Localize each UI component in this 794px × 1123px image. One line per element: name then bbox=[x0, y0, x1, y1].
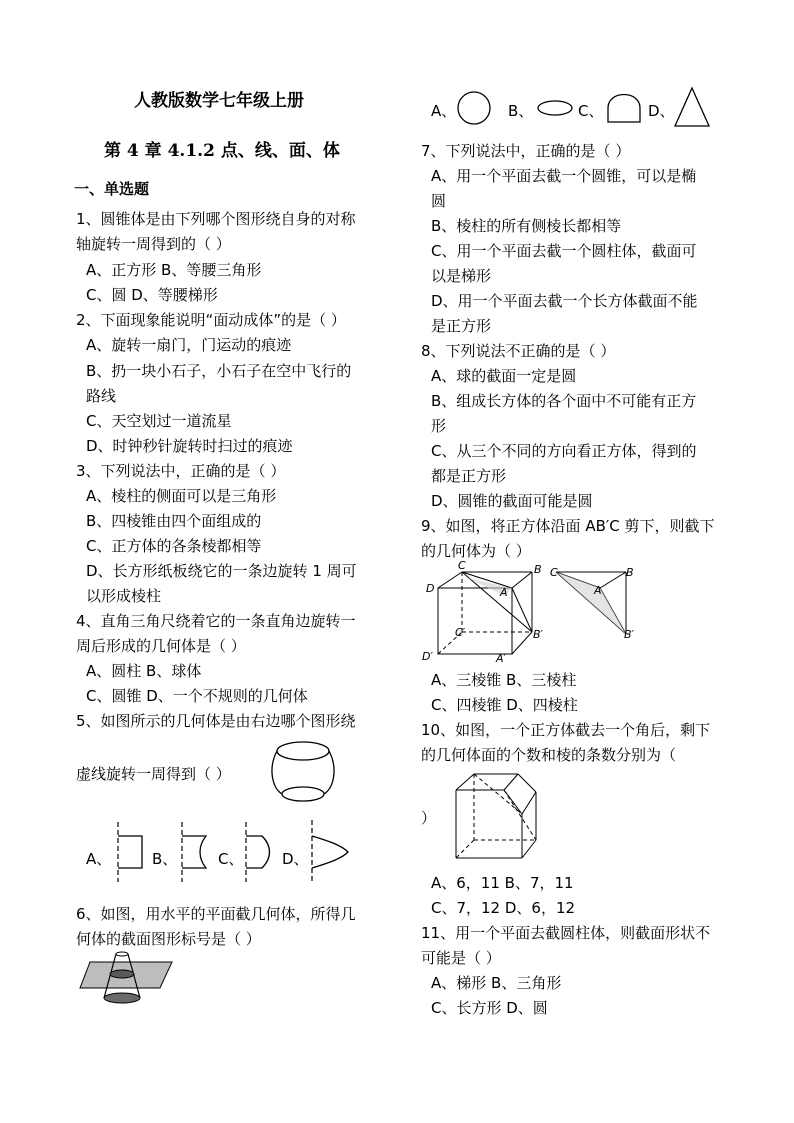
q6-stem-line2: 何体的截面图形标号是（ ） bbox=[76, 930, 261, 948]
q9-stem-line1: 9、如图，将正方体沿面 AB′C 剪下，则截下 bbox=[421, 517, 715, 535]
q2-option-d: D、时钟秒针旋转时扫过的痕迹 bbox=[86, 437, 293, 455]
q3-option-d-line1: D、长方形纸板绕它的一条边旋转 1 周可 bbox=[86, 562, 357, 580]
q9-cube-figure bbox=[422, 560, 552, 668]
q1-options-line1: A、正方形 B、等腰三角形 bbox=[86, 261, 262, 279]
q5-stem-line2: 虚线旋转一周得到（ ） bbox=[76, 765, 231, 783]
q5-label-d: D、 bbox=[282, 850, 309, 868]
q1-stem-line1: 1、圆锥体是由下列哪个图形绕自身的对称 bbox=[76, 210, 356, 228]
q8-option-a: A、球的截面一定是圆 bbox=[431, 367, 577, 385]
q10-stem-line2: 的几何体面的个数和棱的条数分别为（ bbox=[421, 746, 677, 764]
q8-option-d: D、圆锥的截面可能是圆 bbox=[431, 492, 593, 510]
q7-option-c-line1: C、用一个平面去截一个圆柱体，截面可 bbox=[431, 242, 697, 260]
q3-option-c: C、正方体的各条棱都相等 bbox=[86, 537, 262, 555]
q9-label-c: C bbox=[458, 559, 466, 572]
q9-piece-label-b: B bbox=[626, 566, 634, 579]
q9-stem-line2: 的几何体为（ ） bbox=[421, 542, 531, 560]
q6-label-d: D、 bbox=[648, 102, 675, 120]
q7-option-a-line2: 圆 bbox=[431, 192, 447, 210]
q2-stem: 2、下面现象能说明“面动成体”的是（ ） bbox=[76, 311, 346, 329]
q8-option-c-line1: C、从三个不同的方向看正方体，得到的 bbox=[431, 442, 697, 460]
q5-label-c: C、 bbox=[218, 850, 244, 868]
section-heading: 一、单选题 bbox=[74, 180, 150, 198]
q2-option-b-line1: B、扔一块小石子，小石子在空中飞行的 bbox=[86, 362, 352, 380]
q4-stem-line1: 4、直角三角尺绕着它的一条直角边旋转一 bbox=[76, 612, 356, 630]
q1-options-line2: C、圆 D、等腰梯形 bbox=[86, 286, 218, 304]
q9-label-d1: D′ bbox=[422, 650, 433, 663]
q4-options-line2: C、圆锥 D、一个不规则的几何体 bbox=[86, 687, 308, 705]
q9-options-line2: C、四棱锥 D、四棱柱 bbox=[431, 696, 578, 714]
q9-piece-label-b1: B′ bbox=[624, 628, 635, 641]
q3-option-a: A、棱柱的侧面可以是三角形 bbox=[86, 487, 277, 505]
q8-option-b-line1: B、组成长方体的各个面中不可能有正方 bbox=[431, 392, 697, 410]
q7-option-c-line2: 以是梯形 bbox=[431, 267, 492, 285]
q5-solid-figure bbox=[268, 738, 338, 804]
q9-options-line1: A、三棱锥 B、三棱柱 bbox=[431, 671, 577, 689]
q11-stem-line2: 可能是（ ） bbox=[421, 949, 501, 967]
q6-label-c: C、 bbox=[578, 102, 604, 120]
q7-option-d-line1: D、用一个平面去截一个长方体截面不能 bbox=[431, 292, 698, 310]
q9-label-a1: A′ bbox=[496, 652, 507, 665]
q8-option-b-line2: 形 bbox=[431, 417, 447, 435]
q4-options-line1: A、圆柱 B、球体 bbox=[86, 662, 202, 680]
q10-stem-line1: 10、如图，一个正方体截去一个角后，剩下 bbox=[421, 721, 711, 739]
q9-label-b: B bbox=[534, 563, 542, 576]
q6-option-b-ellipse bbox=[536, 98, 574, 118]
q7-stem: 7、下列说法中，正确的是（ ） bbox=[421, 142, 631, 160]
q6-option-c-semicircle bbox=[604, 86, 644, 126]
q3-option-d-line2: 以形成棱柱 bbox=[86, 587, 162, 605]
q1-stem-line2: 轴旋转一周得到的（ ） bbox=[76, 235, 231, 253]
q9-label-b1: B′ bbox=[533, 628, 544, 641]
page-title: 人教版数学七年级上册 bbox=[134, 91, 304, 111]
q10-options-line1: A、6，11 B、7，11 bbox=[431, 874, 574, 892]
q7-option-a-line1: A、用一个平面去截一个圆锥，可以是椭 bbox=[431, 167, 697, 185]
q6-label-b: B、 bbox=[508, 102, 534, 120]
q6-plane-cut-figure bbox=[78, 950, 174, 1008]
q7-option-b: B、棱柱的所有侧棱长都相等 bbox=[431, 217, 622, 235]
q9-piece-label-a: A bbox=[594, 584, 602, 597]
q9-label-a: A bbox=[500, 586, 508, 599]
q3-option-b: B、四棱锥由四个面组成的 bbox=[86, 512, 262, 530]
q5-option-a-figure bbox=[112, 822, 152, 882]
q5-option-c-figure bbox=[240, 822, 280, 882]
q9-label-d: D bbox=[426, 582, 435, 595]
q5-label-a: A、 bbox=[86, 850, 112, 868]
chapter-subtitle: 第 4 章 4.1.2 点、线、面、体 bbox=[104, 141, 340, 161]
q5-option-d-figure bbox=[306, 820, 354, 884]
q8-option-c-line2: 都是正方形 bbox=[431, 467, 507, 485]
q10-options-line2: C、7，12 D、6，12 bbox=[431, 899, 576, 917]
q2-option-b-line2: 路线 bbox=[86, 387, 117, 405]
q11-options-line1: A、梯形 B、三角形 bbox=[431, 974, 562, 992]
q8-stem: 8、下列说法不正确的是（ ） bbox=[421, 342, 616, 360]
q4-stem-line2: 周后形成的几何体是（ ） bbox=[76, 637, 246, 655]
q6-stem-line1: 6、如图，用水平的平面截几何体，所得几 bbox=[76, 905, 356, 923]
q10-cut-cube-figure bbox=[452, 770, 542, 862]
q9-piece-label-c: C bbox=[550, 566, 558, 579]
q9-label-c1: C′ bbox=[455, 626, 466, 639]
q6-option-d-triangle bbox=[672, 86, 712, 128]
q2-option-a: A、旋转一扇门，门运动的痕迹 bbox=[86, 336, 292, 354]
q7-option-d-line2: 是正方形 bbox=[431, 317, 492, 335]
q6-option-a-circle bbox=[456, 91, 492, 125]
q5-option-b-figure bbox=[176, 822, 216, 882]
q11-options-line2: C、长方形 D、圆 bbox=[431, 999, 548, 1017]
q10-stem-line3: ） bbox=[421, 809, 437, 827]
q11-stem-line1: 11、用一个平面去截圆柱体，则截面形状不 bbox=[421, 924, 711, 942]
q2-option-c: C、天空划过一道流星 bbox=[86, 412, 232, 430]
q6-label-a: A、 bbox=[431, 102, 457, 120]
q3-stem: 3、下列说法中，正确的是（ ） bbox=[76, 462, 286, 480]
q5-label-b: B、 bbox=[152, 850, 178, 868]
q5-stem-line1: 5、如图所示的几何体是由右边哪个图形绕 bbox=[76, 712, 356, 730]
